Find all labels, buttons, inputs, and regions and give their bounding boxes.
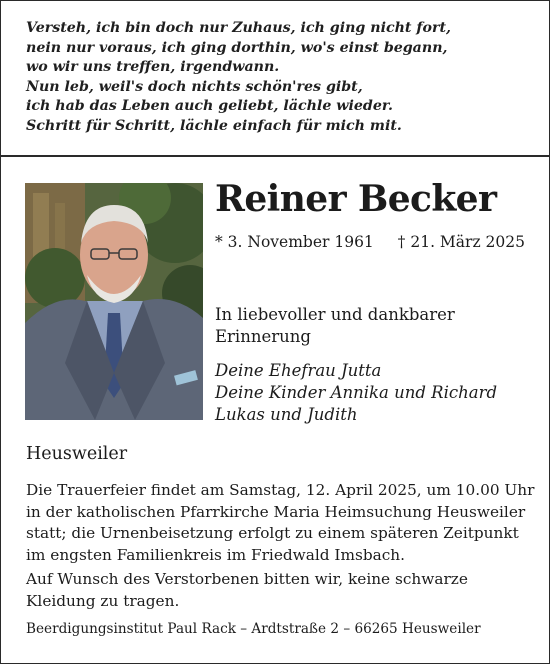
wish-line: Auf Wunsch des Verstorbenen bitten wir, keine schwarze [26,570,468,588]
notice-line: statt; die Urnenbeisetzung erfolgt zu einem späteren Zeitpunkt [26,524,519,542]
portrait-photo [25,183,203,420]
poem-line: Versteh, ich bin doch nur Zuhaus, ich ging nicht fort, [26,20,451,36]
poem [26,19,536,137]
wish-line: Kleidung zu tragen. [26,591,180,610]
mourner-line: Deine Kinder Annika und Richard [215,383,498,402]
poem-line: nein nur voraus, ich ging dorthin, wo's einst begann, [26,39,448,56]
memory-line: Erinnerung [215,327,311,346]
mourner-line: Lukas und Judith [215,405,358,424]
notice-line: in der katholischen Pfarrkirche Maria Heimsuchung Heusweiler [26,502,526,521]
notice-line: Die Trauerfeier findet am Samstag, 12. April 2025, um 10.00 Uhr [26,481,535,499]
undertaker-line: Beerdigungsinstitut Paul Rack – Ardtstraße 2 – 66265 Heusweiler [26,621,481,637]
mourners [215,360,497,426]
mourner-line: Deine Ehefrau Jutta [215,361,382,380]
dress-request [26,569,468,612]
life-dates [215,233,525,253]
notice-line: im engsten Familienkreis im Friedwald Imsbach. [26,545,406,564]
poem-line: wo wir uns treffen, irgendwann. [26,59,280,76]
memory-text [215,304,455,348]
funeral-notice [26,480,536,566]
divider [0,155,550,157]
birth-date: * 3. November 1961 [215,233,374,251]
poem-line: Schritt für Schritt, lächle einfach für mich mit. [26,117,402,134]
poem-line: ich hab das Leben auch geliebt, lächle wieder. [26,98,393,115]
deceased-name: Reiner Becker [215,178,497,220]
death-date: † 21. März 2025 [397,233,525,251]
poem-line: Nun leb, weil's doch nichts schön'res gibt, [26,78,363,95]
memory-line: In liebevoller und dankbarer [215,305,455,324]
place-name: Heusweiler [26,444,128,464]
